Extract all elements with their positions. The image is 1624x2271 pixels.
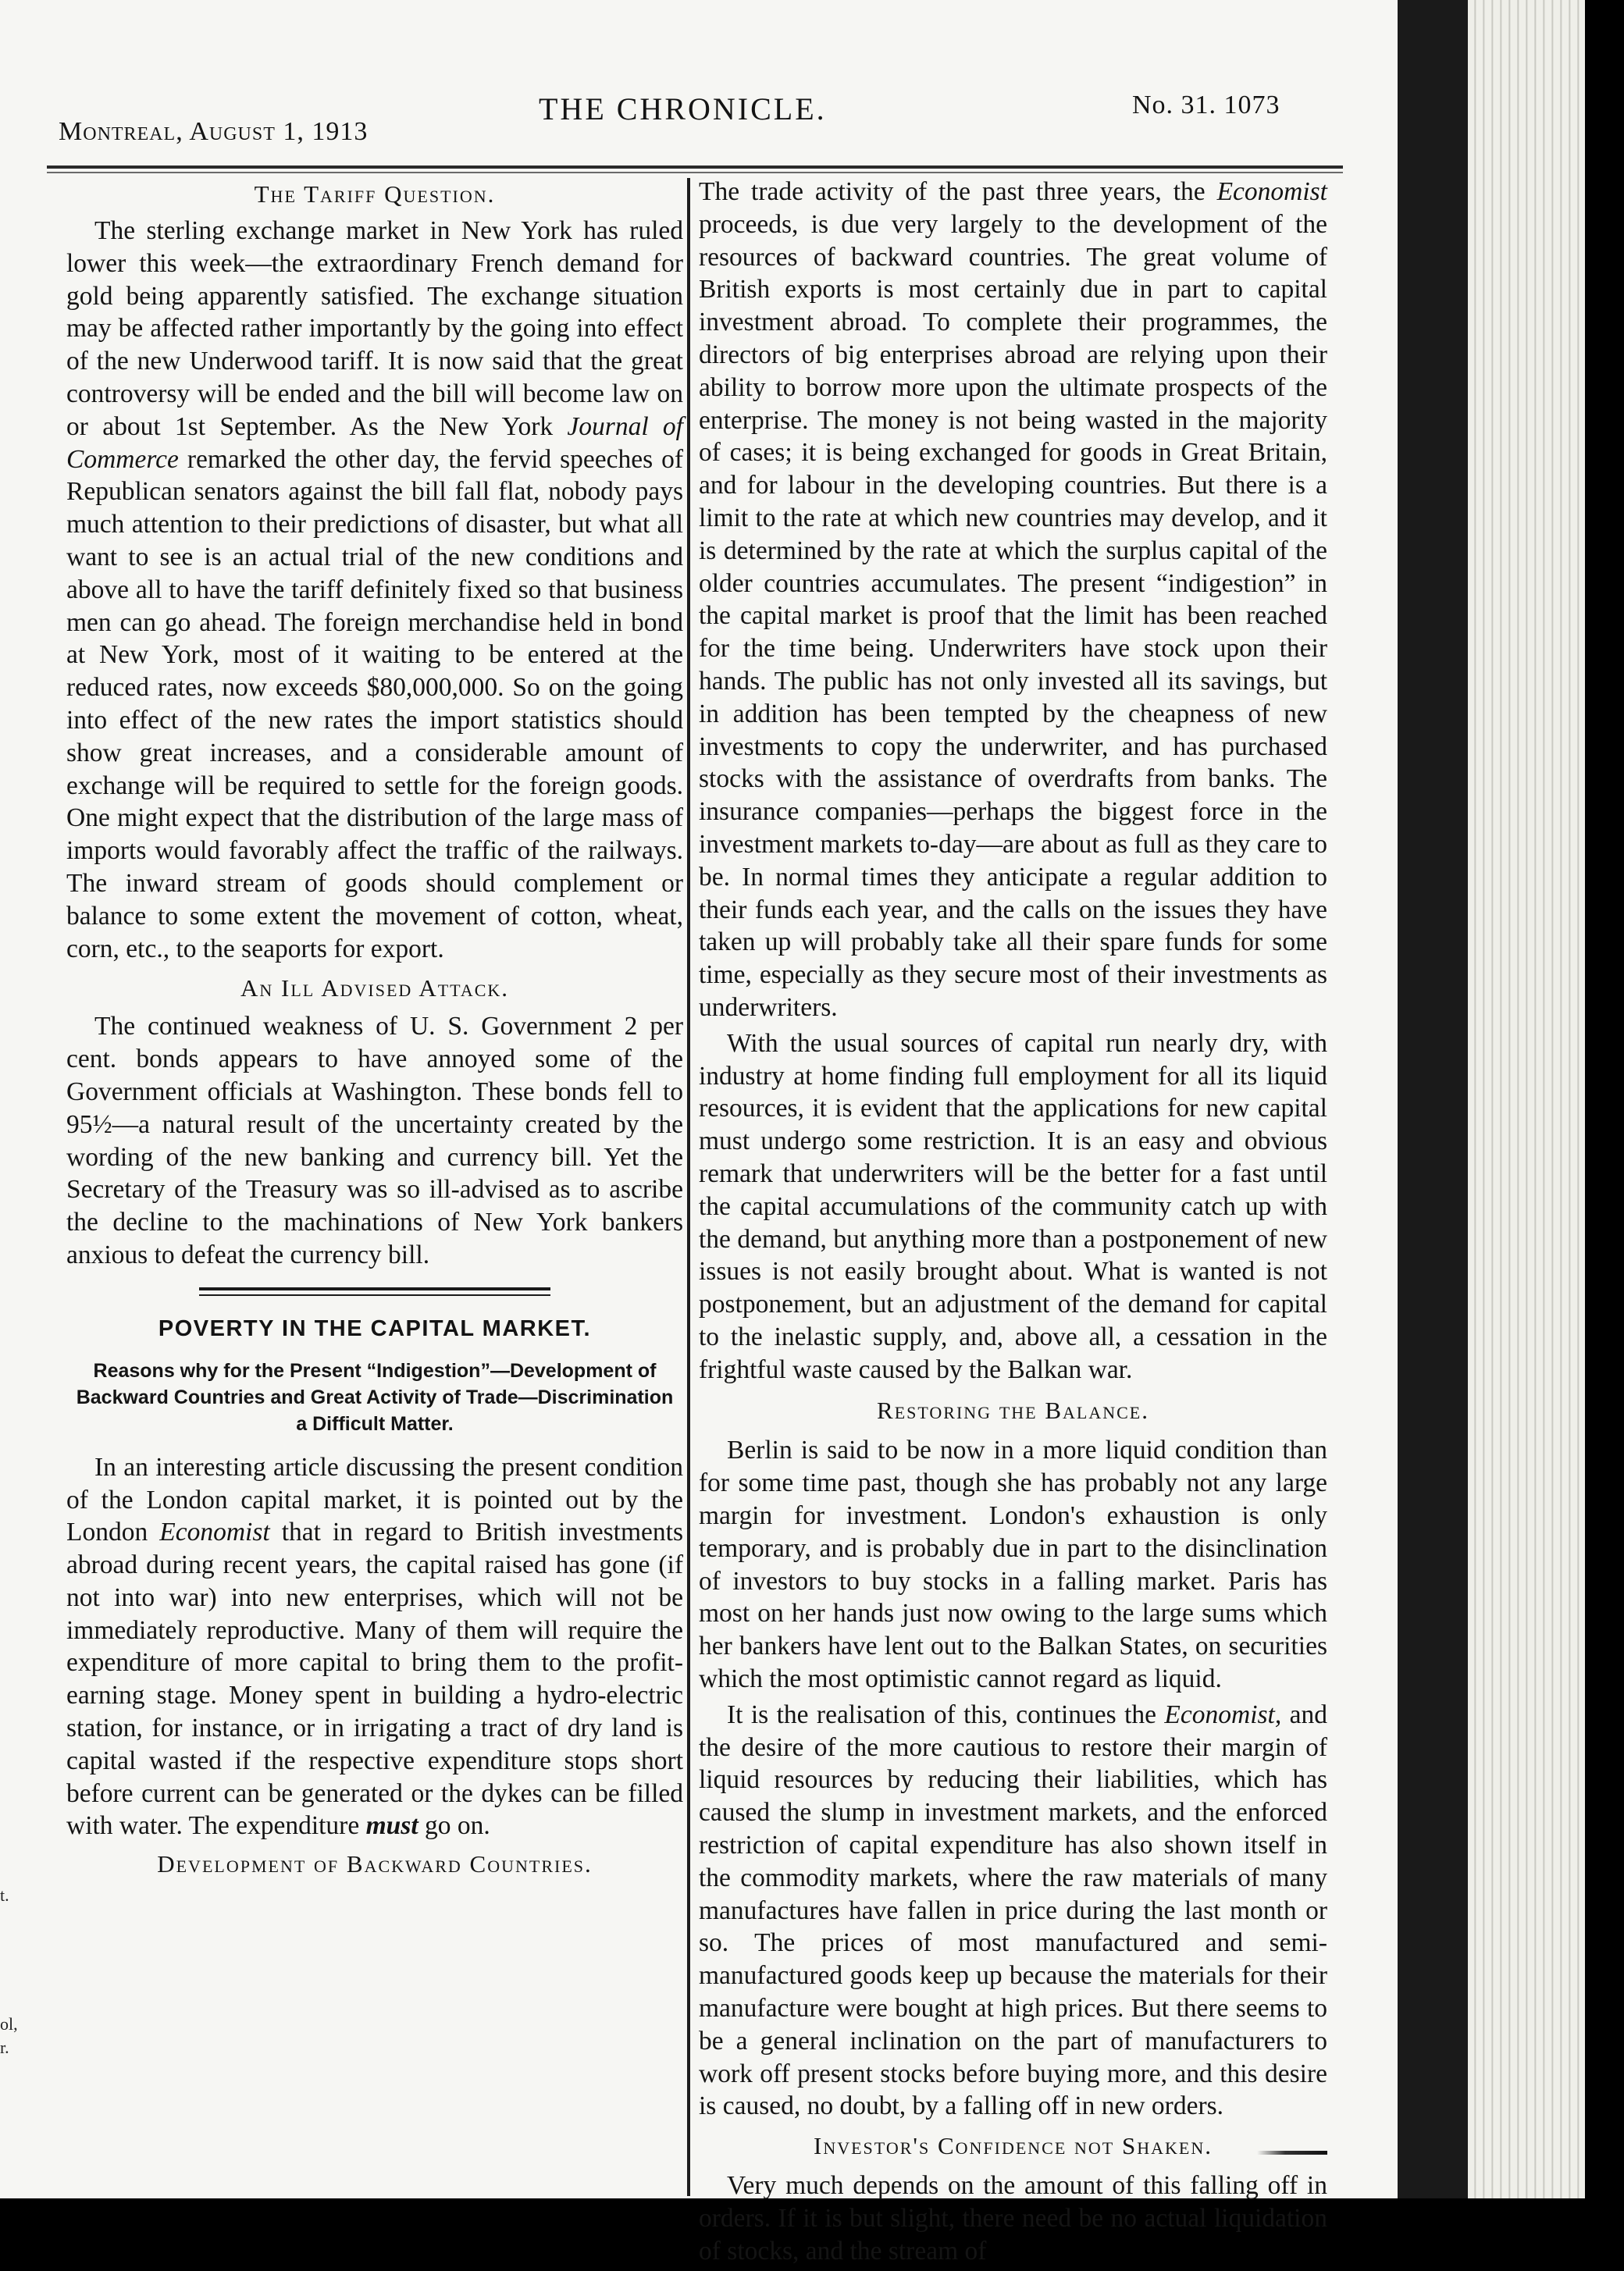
article-title: POVERTY IN THE CAPITAL MARKET. <box>158 1315 592 1341</box>
margin-fragment: ol, <box>0 2014 18 2034</box>
issue-page-number: No. 31. 1073 <box>1132 91 1280 119</box>
confidence-paragraph: Very much depends on the amount of this falling off in orders. If it is but slight, there need be no actual liquidation of stocks, and the stream of <box>699 2171 1327 2266</box>
poverty-paragraph-1: In an interesting article discussing the present condition of the London capital market, it is pointed out by the London Economist that in regard to British investments abroad during recent years, the capital raised has gone (if not into war) into new enterprises, which will not be immediately reproductive. Many of them will require the expenditure of more capital to bring them to the profit-earning stage. Money spent in building a hydro-electric station, for instance, or in irrigating a tract of dry land is capital wasted if the respective expenditure stops short before current can be generated or the dykes can be filled with water. The expenditure must go on. <box>66 1452 683 1841</box>
margin-fragment: r. <box>0 2038 9 2057</box>
development-paragraph: The trade activity of the past three years, the Economist proceeds, is due very largely to the development of the resources of backward countries. The great volume of British exports is most certainly due in part to capital investment abroad. To complete their programmes, the directors of big enterprises abroad are relying upon their ability to borrow more upon the ultimate prospects of the enterprise. The money is not being wasted in the majority of cases; it is being exchanged for goods in Great Britain, and for labour in the developing countries. But there is a limit to the rate at which new countries may develop, and it is determined by the rate at which the surplus capital of the older countries accumulates. The present “indigestion” in the capital market is proof that the limit has been reached for the time being. Underwriters have stock upon their hands. The public has not only invested all its savings, but in addition has been tempted by the cheapness of new investments to copy the underwriter, and has purchased stocks with the assistance of overdrafts from banks. The insurance companies—perhaps the biggest force in the investment markets to-day—are about as full as they care to be. In normal times they anticipate a regular addition to their funds each year, and the calls on the issues they have taken up will probably take all their spare funds for some time, especially as they secure most of their investments as underwriters. <box>699 177 1327 1022</box>
page-header <box>0 86 1398 146</box>
sources-paragraph: With the usual sources of capital run nearly dry, with industry at home finding full employment for all its liquid resources, it is evident that the applications for new capital must undergo some restriction. It is an easy and obvious remark that underwriters will be the better for a fast until the capital accumulations of the community catch up with the demand, but anything more than a postponement of new issues is not easily brought about. What is wanted is not postponement, but an adjustment of the demand for capital to the inelastic supply, and, above all, a cessation in the frightful waste caused by the Balkan war. <box>699 1028 1327 1384</box>
continuation-mark <box>1257 2151 1327 2155</box>
page-stack-edge <box>1468 0 1585 2198</box>
article-subtitle: Reasons why for the Present “Indigestion”—Development of Backward Countries and Great Activity of Trade—Discrimination a Difficult Matter. <box>76 1359 674 1435</box>
right-column <box>699 176 1327 2271</box>
margin-fragment: t. <box>0 1885 9 1905</box>
section-heading-tariff: The Tariff Question. <box>254 180 496 208</box>
dateline: Montreal, August 1, 1913 <box>59 117 369 146</box>
scan-border <box>1585 0 1624 2198</box>
berlin-paragraph: Berlin is said to be now in a more liquid condition than for some time past, though she has probably not any large margin for investment. London's exhaustion is only temporary, and is probably due in part to the disinclination of investors to buy stocks in a falling market. Paris has most on her hands just now owing to the large sums which her bankers have lent out to the Balkan States, on securities which the most optimistic cannot regard as liquid. <box>699 1436 1327 1694</box>
section-heading-attack: An Ill Advised Attack. <box>240 974 510 1002</box>
header-rule <box>47 166 1343 169</box>
journal-title: THE CHRONICLE. <box>539 91 827 126</box>
left-column <box>66 176 683 1885</box>
header-rule-thin <box>47 172 1343 173</box>
column-rule <box>687 178 690 2196</box>
binding-shadow <box>1398 0 1468 2198</box>
tariff-paragraph: The sterling exchange market in New York has ruled lower this week—the extraordinary French demand for gold being apparently satisfied. The exchange situation may be affected rather importantly by the going into effect of the new Underwood tariff. It is now said that the great controversy will be ended and the bill will become law on or about 1st September. As the New York Journal of Commerce remarked the other day, the fervid speeches of Republican senators against the bill fall flat, nobody pays much attention to their predictions of disaster, but what all want to see is an actual trial of the new conditions and above all to have the tariff definitely fixed so that business men can go ahead. The foreign merchandise held in bond at New York, most of it waiting to be entered at the reduced rates, now exceeds $80,000,000. So on the going into effect of the new rates the import statistics should show great increases, and a considerable amount of exchange will be required to settle for the foreign goods. One might expect that the distribution of the large mass of imports would favorably affect the traffic of the railways. The inward stream of goods should complement or balance to some extent the movement of cotton, wheat, corn, etc., to the seaports for export. <box>66 216 683 963</box>
article-divider <box>199 1287 550 1296</box>
section-heading-confidence: Investor's Confidence not Shaken. <box>814 2132 1213 2160</box>
section-heading-development: Development of Backward Countries. <box>157 1850 593 1878</box>
attack-paragraph: The continued weakness of U. S. Government 2 per cent. bonds appears to have annoyed some of the Government officials at Washington. These bonds fell to 95½—a natural result of the uncertainty created by the wording of the new banking and currency bill. Yet the Secretary of the Treasury was so ill-advised as to ascribe the decline to the machinations of New York bankers anxious to defeat the currency bill. <box>66 1012 683 1269</box>
realisation-paragraph: It is the realisation of this, continues the Economist, and the desire of the more cautious to restore their margin of liquid resources by reducing their liabilities, which has caused the slump in investment markets, and the enforced restriction of capital expenditure has also shown itself in the commodity markets, where the raw materials of many manufactures have fallen in price during the last month or so. The prices of most manufactured and semi-manufactured goods keep up because the materials for their manufacture were bought at high prices. But there seems to be a general inclination on the part of manufacturers to work off present stocks before buying more, and this desire is caused, no doubt, by a falling off in new orders. <box>699 1700 1327 2121</box>
section-heading-balance: Restoring the Balance. <box>877 1397 1149 1425</box>
